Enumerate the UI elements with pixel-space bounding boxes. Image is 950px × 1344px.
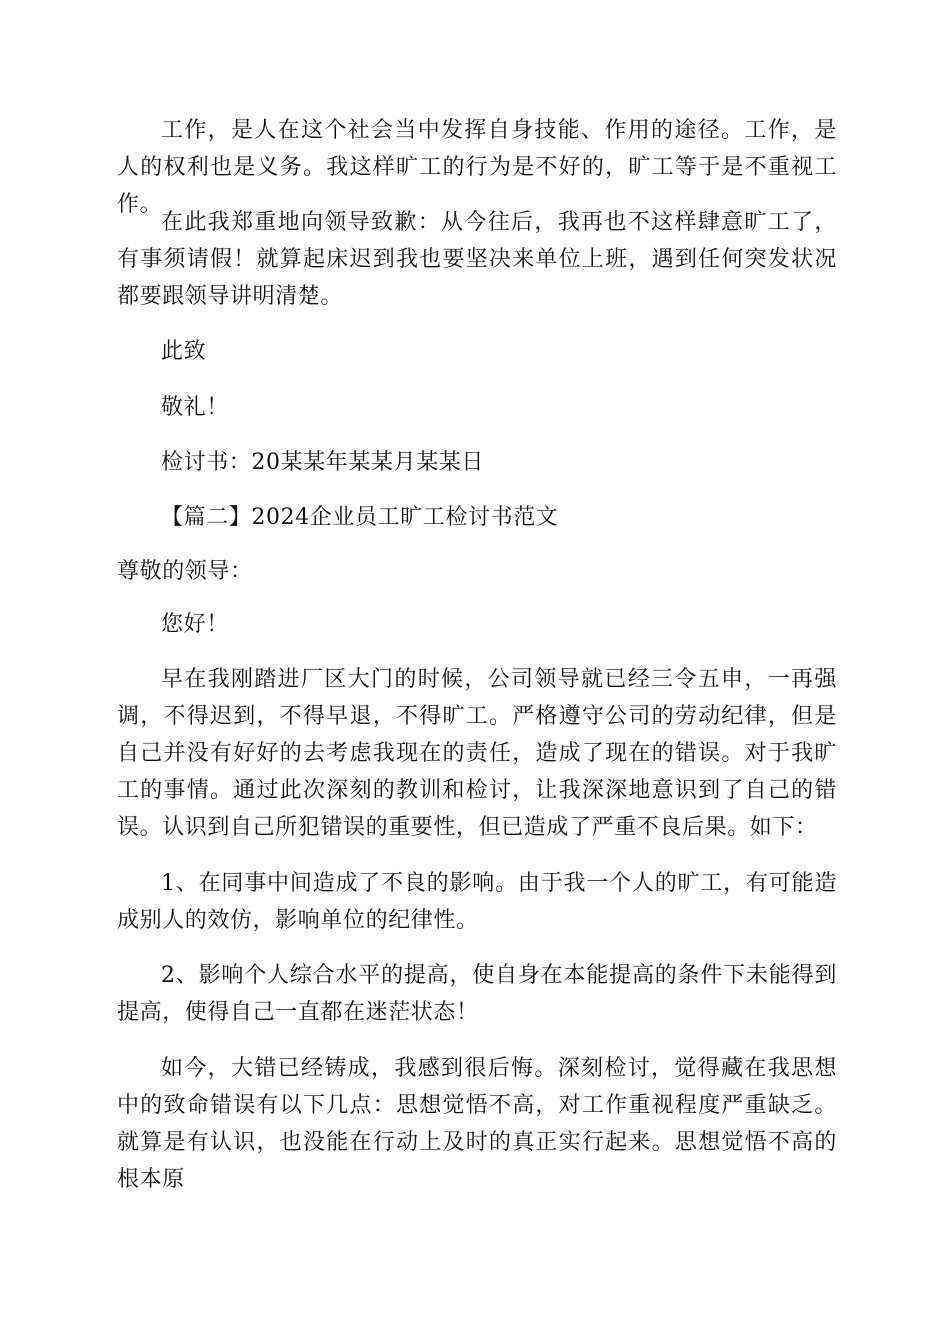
paragraph-background: 早在我刚踏进厂区大门的时候，公司领导就已经三令五申，一再强调，不得迟到，不得早退，不得旷工。严格遵守公司的劳动纪律，但是自己并没有好好的去考虑我现在的责任，造成了现在的错误。对于我旷工的事情。通过此次深刻的教训和检讨，让我深深地意识到了自己的错误。认识到自己所犯错误的重要性，但已造成了严重不良后果。如下： <box>117 667 837 840</box>
greeting-hello: 您好！ <box>161 612 229 637</box>
list-item-2: 2、影响个人综合水平的提高，使自身在本能提高的条件下未能得到提高，使得自己一直都在迷茫状态！ <box>117 963 837 1025</box>
section-heading: 【篇二】2024企业员工旷工检讨书范文 <box>161 505 559 530</box>
signature-date: 检讨书：20某某年某某月某某日 <box>161 450 484 475</box>
list-item-1: 1、在同事中间造成了不良的影响。由于我一个人的旷工，有可能造成别人的效仿，影响单位的纪律性。 <box>117 871 837 933</box>
paragraph-apology: 在此我郑重地向领导致歉：从今往后，我再也不这样肆意旷工了，有事须请假！就算起床迟到我也要坚决来单位上班，遇到任何突发状况都要跟领导讲明清楚。 <box>117 210 837 309</box>
closing-regards: 敬礼！ <box>161 395 229 420</box>
closing-salutation: 此致 <box>161 339 207 364</box>
paragraph-reflection: 如今，大错已经铸成，我感到很后悔。深刻检讨，觉得藏在我思想中的致命错误有以下几点：思想觉悟不高，对工作重视程度严重缺乏。就算是有认识，也没能在行动上及时的真正实行起来。思想觉悟不高的根本原 <box>117 1056 837 1192</box>
greeting-recipient: 尊敬的领导： <box>117 559 253 584</box>
paragraph-work-meaning: 工作，是人在这个社会当中发挥自身技能、作用的途径。工作，是人的权利也是义务。我这样旷工的行为是不好的，旷工等于是不重视工作。 <box>117 118 837 217</box>
